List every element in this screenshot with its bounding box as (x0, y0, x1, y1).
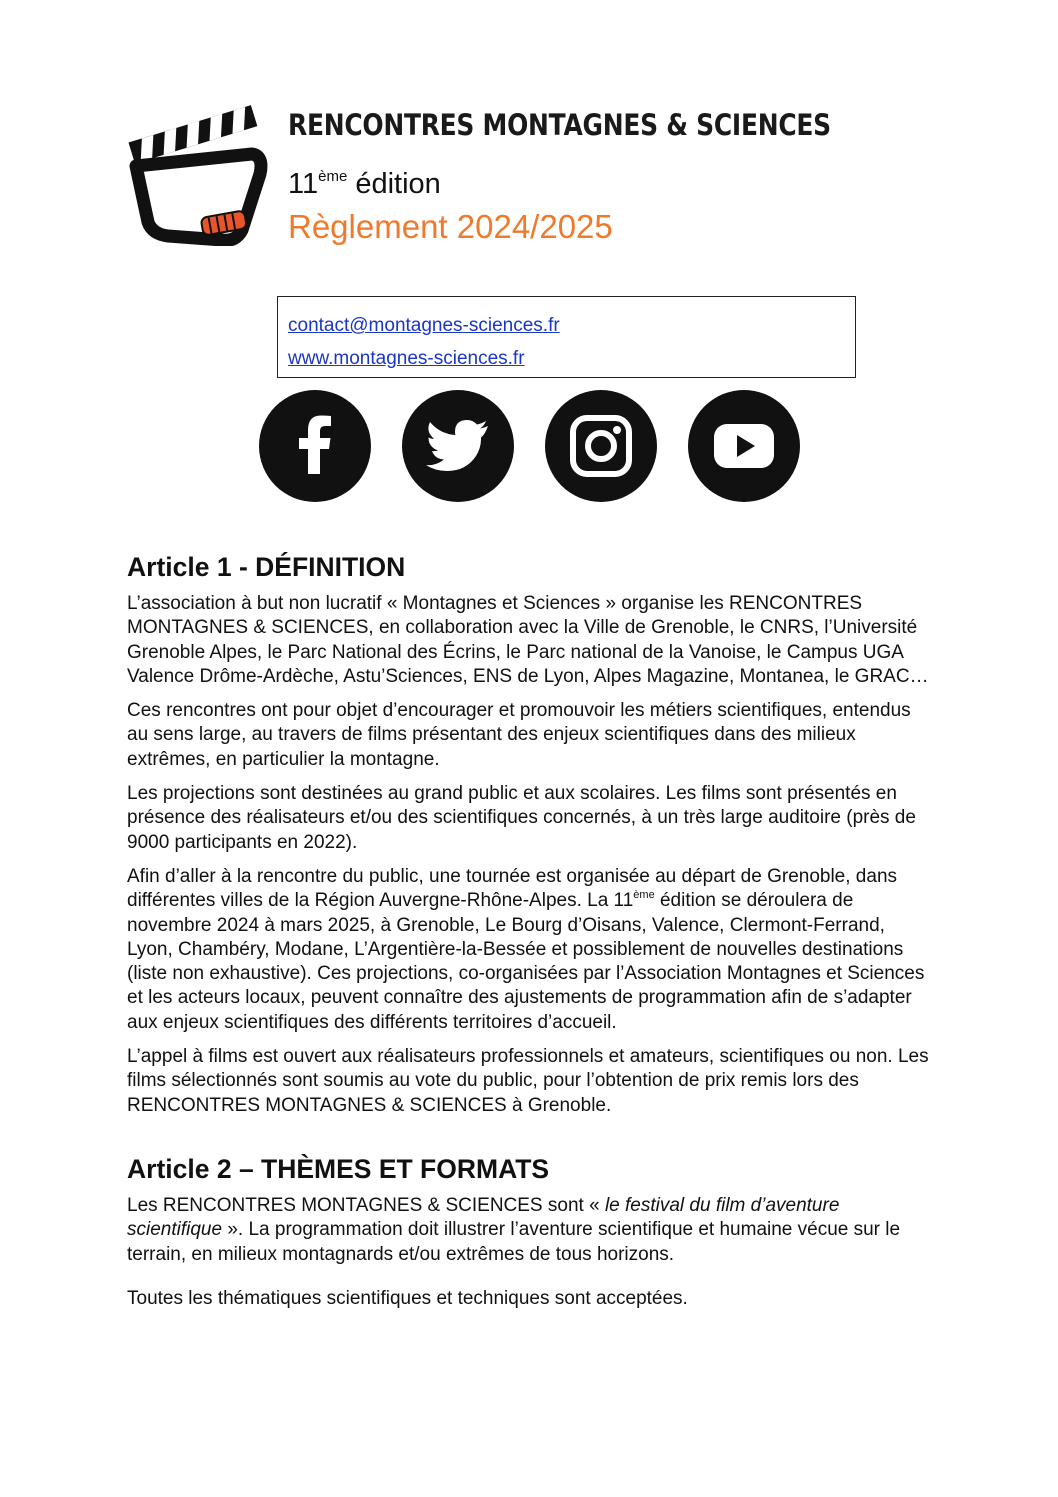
festival-title: RENCONTRES MONTAGNES & SCIENCES (288, 108, 831, 142)
email-link[interactable]: contact@montagnes-sciences.fr (288, 315, 560, 336)
article1-paragraph-4-sup: ème (633, 889, 655, 902)
twitter-link[interactable] (402, 390, 514, 502)
article1-paragraph-2: Ces rencontres ont pour objet d’encourager et promouvoir les métiers scientifiques, entendus au sens large, au travers de films présentant des enjeux scientifiques dans des milieux extrêmes, en particulier la montagne. (127, 700, 911, 770)
edition-superscript: ème (318, 168, 348, 185)
article2-paragraph-1-start: Les RENCONTRES MONTAGNES & SCIENCES sont « (127, 1194, 605, 1216)
article1-paragraph-5: L’appel à films est ouvert aux réalisateurs professionnels et amateurs, scientifiques ou non. Les films sélectionnés sont soumis au vote du public, pour l’obtention de prix remis lors des RENCONTRES MONTAGNES & SCIENCES à Grenoble. (127, 1046, 929, 1116)
article1-title: Article 1 - DÉFINITION (127, 552, 406, 582)
instagram-link[interactable] (545, 390, 657, 502)
facebook-icon (259, 390, 371, 502)
document-body (127, 548, 932, 1321)
facebook-link[interactable] (259, 390, 371, 502)
social-links (259, 390, 804, 502)
article1-paragraph-4 (127, 865, 932, 1035)
youtube-link[interactable] (688, 390, 800, 502)
article1-paragraph-3: Les projections sont destinées au grand public et aux scolaires. Les films sont présentés en présence des réalisateurs et/ou des scientifiques concernés, à un très large auditoire (près de 9000 participants en 2022). (127, 783, 916, 853)
contact-box (277, 296, 856, 378)
twitter-icon (402, 390, 514, 502)
edition-word: édition (347, 168, 441, 200)
article2-paragraph-1-end: ». La programmation doit illustrer l’aventure scientifique et humaine vécue sur le terrain, en milieux montagnards et/ou extrêmes de tous horizons. (127, 1219, 901, 1265)
article1-paragraph-4-end: édition se déroulera de novembre 2024 à mars 2025, à Grenoble, Le Bourg d’Oisans, Valence, Clermont-Ferrand, Lyon, Chambéry, Modane, L’Argentière-la-Bessée et possiblement de nouvelles destinations (liste non exhaustive). Ces projections, co-organisées par l’Association Montagnes et Sciences et les acteurs locaux, peuvent connaître des ajustements de programmation afin de s’adapter aux enjeux scientifiques des différents territoires d’accueil. (127, 890, 925, 1033)
youtube-icon (688, 390, 800, 502)
edition-number: 11 (288, 168, 319, 200)
edition-label (288, 168, 441, 201)
instagram-icon (545, 390, 657, 502)
article1-paragraph-1: L’association à but non lucratif « Montagnes et Sciences » organise les RENCONTRES MONTAGNES & SCIENCES, en collaboration avec la Ville de Grenoble, le CNRS, l’Université Grenoble Alpes, le Parc National des Écrins, le Parc national de la Vanoise, le Campus UGA Valence Drôme-Ardèche, Astu’Sciences, ENS de Lyon, Alpes Magazine, Montanea, le GRAC… (127, 593, 929, 687)
festival-logo (124, 104, 274, 246)
article1-paragraph-4-start: Afin d’aller à la rencontre du public, une tournée est organisée au départ de Grenoble, dans différentes villes de la Région Auvergne-Rhône-Alpes. La 11 (127, 865, 898, 912)
article2-title: Article 2 – THÈMES ET FORMATS (127, 1153, 550, 1184)
website-link[interactable]: www.montagnes-sciences.fr (288, 348, 525, 369)
document-subtitle: Règlement 2024/2025 (288, 208, 613, 245)
article2-paragraph-1 (127, 1194, 932, 1267)
festival-tagline: le festival du film d’aventure scientifique (127, 1194, 840, 1241)
article2-paragraph-2: Toutes les thématiques scientifiques et techniques sont acceptées. (127, 1287, 688, 1309)
